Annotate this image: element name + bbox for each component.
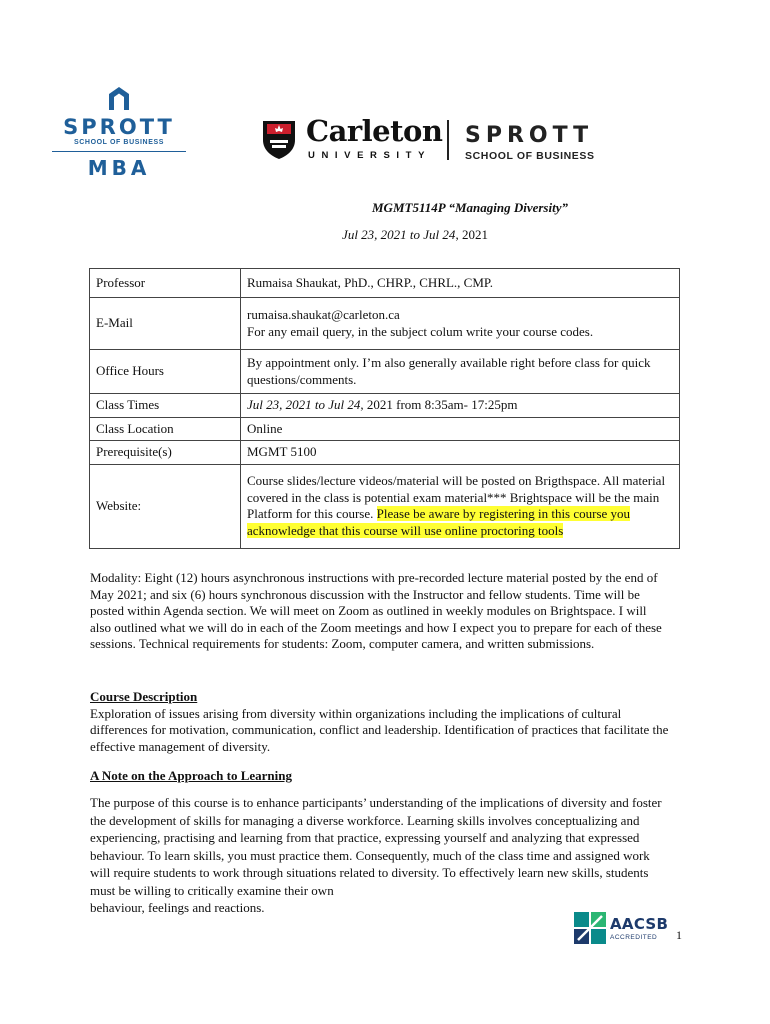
table-row — [90, 269, 680, 298]
course-description-text: Exploration of issues arising from diversity within organizations including the implications of cultural differences for motivation, communication, conflict and leadership. Identification of practices that facilitate the effective management of diversity. — [90, 705, 669, 754]
carleton-sprott-logo — [262, 114, 642, 164]
mba-wordmark: MBA — [87, 156, 151, 180]
class-times-dates: Jul 23, 2021 to Jul 24 — [247, 397, 361, 412]
sprott-school-subtitle: SCHOOL OF BUSINESS — [465, 150, 595, 162]
approach-text-last: behaviour, feelings and reactions. — [90, 900, 265, 915]
course-date-range: Jul 23, 2021 to Jul 24 — [342, 227, 456, 242]
course-title: MGMT5114P “Managing Diversity” — [372, 200, 568, 215]
modality-paragraph: Modality: Eight (12) hours asynchronous instructions with pre-recorded lecture material posted by the end of May 2021; and six (6) hours synchronous discussion with the Instructor and fellow students. Time will be posted within Agenda section. We will meet on Zoom as outlined in weekly modules on Brightspace. I will also outlined what we will do in each of the Zoom meetings and how I expect you to prepare for each of these sessions. Technical requirements for students: Zoom, computer camera, and written submissions. — [90, 570, 662, 651]
course-info-table — [89, 268, 680, 549]
prerequisites-value: MGMT 5100 — [241, 441, 680, 465]
website-value — [241, 464, 680, 548]
aacsb-subtitle: ACCREDITED — [610, 934, 658, 941]
table-row — [90, 298, 680, 350]
office-hours-value: By appointment only. I’m also generally available right before class for quick questions/comments. — [241, 350, 680, 394]
sprott-mba-logo — [52, 86, 186, 179]
table-row — [90, 464, 680, 548]
class-location-label: Class Location — [90, 417, 241, 441]
approach-text: The purpose of this course is to enhance participants’ understanding of the implications of diversity and foster the development of skills for managing a diverse workforce. Learning skills involves conceptualizing and experiencing, practising and learning from that practice, expressing yourself and analyzing that expressed behaviour. To learn skills, you must practice them. Consequently, much of the class time and assigned work will require students to work through situations related to diversity. To effectively learn new skills, students must be willing to critically examine their own — [90, 795, 662, 898]
table-row — [90, 394, 680, 418]
logo-separator — [447, 120, 449, 160]
sprott-school-wordmark: SPROTT — [465, 123, 594, 148]
table-row — [90, 441, 680, 465]
sprott-wordmark: SPROTT — [63, 115, 175, 139]
page-number: 1 — [676, 928, 682, 942]
carleton-university-label: UNIVERSITY — [308, 150, 432, 161]
approach-section — [90, 794, 670, 917]
professor-label: Professor — [90, 269, 241, 298]
office-hours-label: Office Hours — [90, 350, 241, 394]
email-cell — [241, 298, 680, 350]
professor-value: Rumaisa Shaukat, PhD., CHRP., CHRL., CMP. — [241, 269, 680, 298]
carleton-shield-icon — [262, 120, 296, 160]
course-description-section — [90, 689, 670, 755]
website-label: Website: — [90, 464, 241, 548]
logo-divider — [52, 151, 186, 152]
email-address[interactable]: rumaisa.shaukat@carleton.ca — [247, 307, 400, 322]
prerequisites-label: Prerequisite(s) — [90, 441, 241, 465]
table-row — [90, 417, 680, 441]
class-times-value — [241, 394, 680, 418]
proctoring-notice-highlight: Please be aware by registering in this course you acknowledge that this course will use online proctoring tools — [247, 506, 631, 538]
aacsb-accredited-logo — [574, 912, 674, 946]
email-note: For any email query, in the subject colum write your course codes. — [247, 323, 594, 339]
course-description-heading: Course Description — [90, 689, 198, 704]
sprott-subtitle: SCHOOL OF BUSINESS — [73, 139, 164, 146]
class-times-label: Class Times — [90, 394, 241, 418]
email-label: E-Mail — [90, 298, 241, 350]
aacsb-mark-icon — [574, 912, 606, 944]
class-times-rest: , 2021 from 8:35am- 17:25pm — [360, 397, 518, 412]
carleton-wordmark: Carleton — [306, 114, 443, 148]
class-location-value: Online — [241, 417, 680, 441]
aacsb-wordmark: AACSB — [610, 915, 669, 933]
course-date-year: , 2021 — [455, 227, 488, 242]
website-text: Course slides/lecture videos/material will be posted on Brigthspace. All material covered in the class is potential exam material*** Brightspace will be the main Platform for this course. — [247, 473, 666, 521]
course-dates — [0, 227, 770, 243]
table-row — [90, 350, 680, 394]
sprott-crest-icon — [108, 86, 130, 110]
approach-heading: A Note on the Approach to Learning — [90, 768, 292, 783]
